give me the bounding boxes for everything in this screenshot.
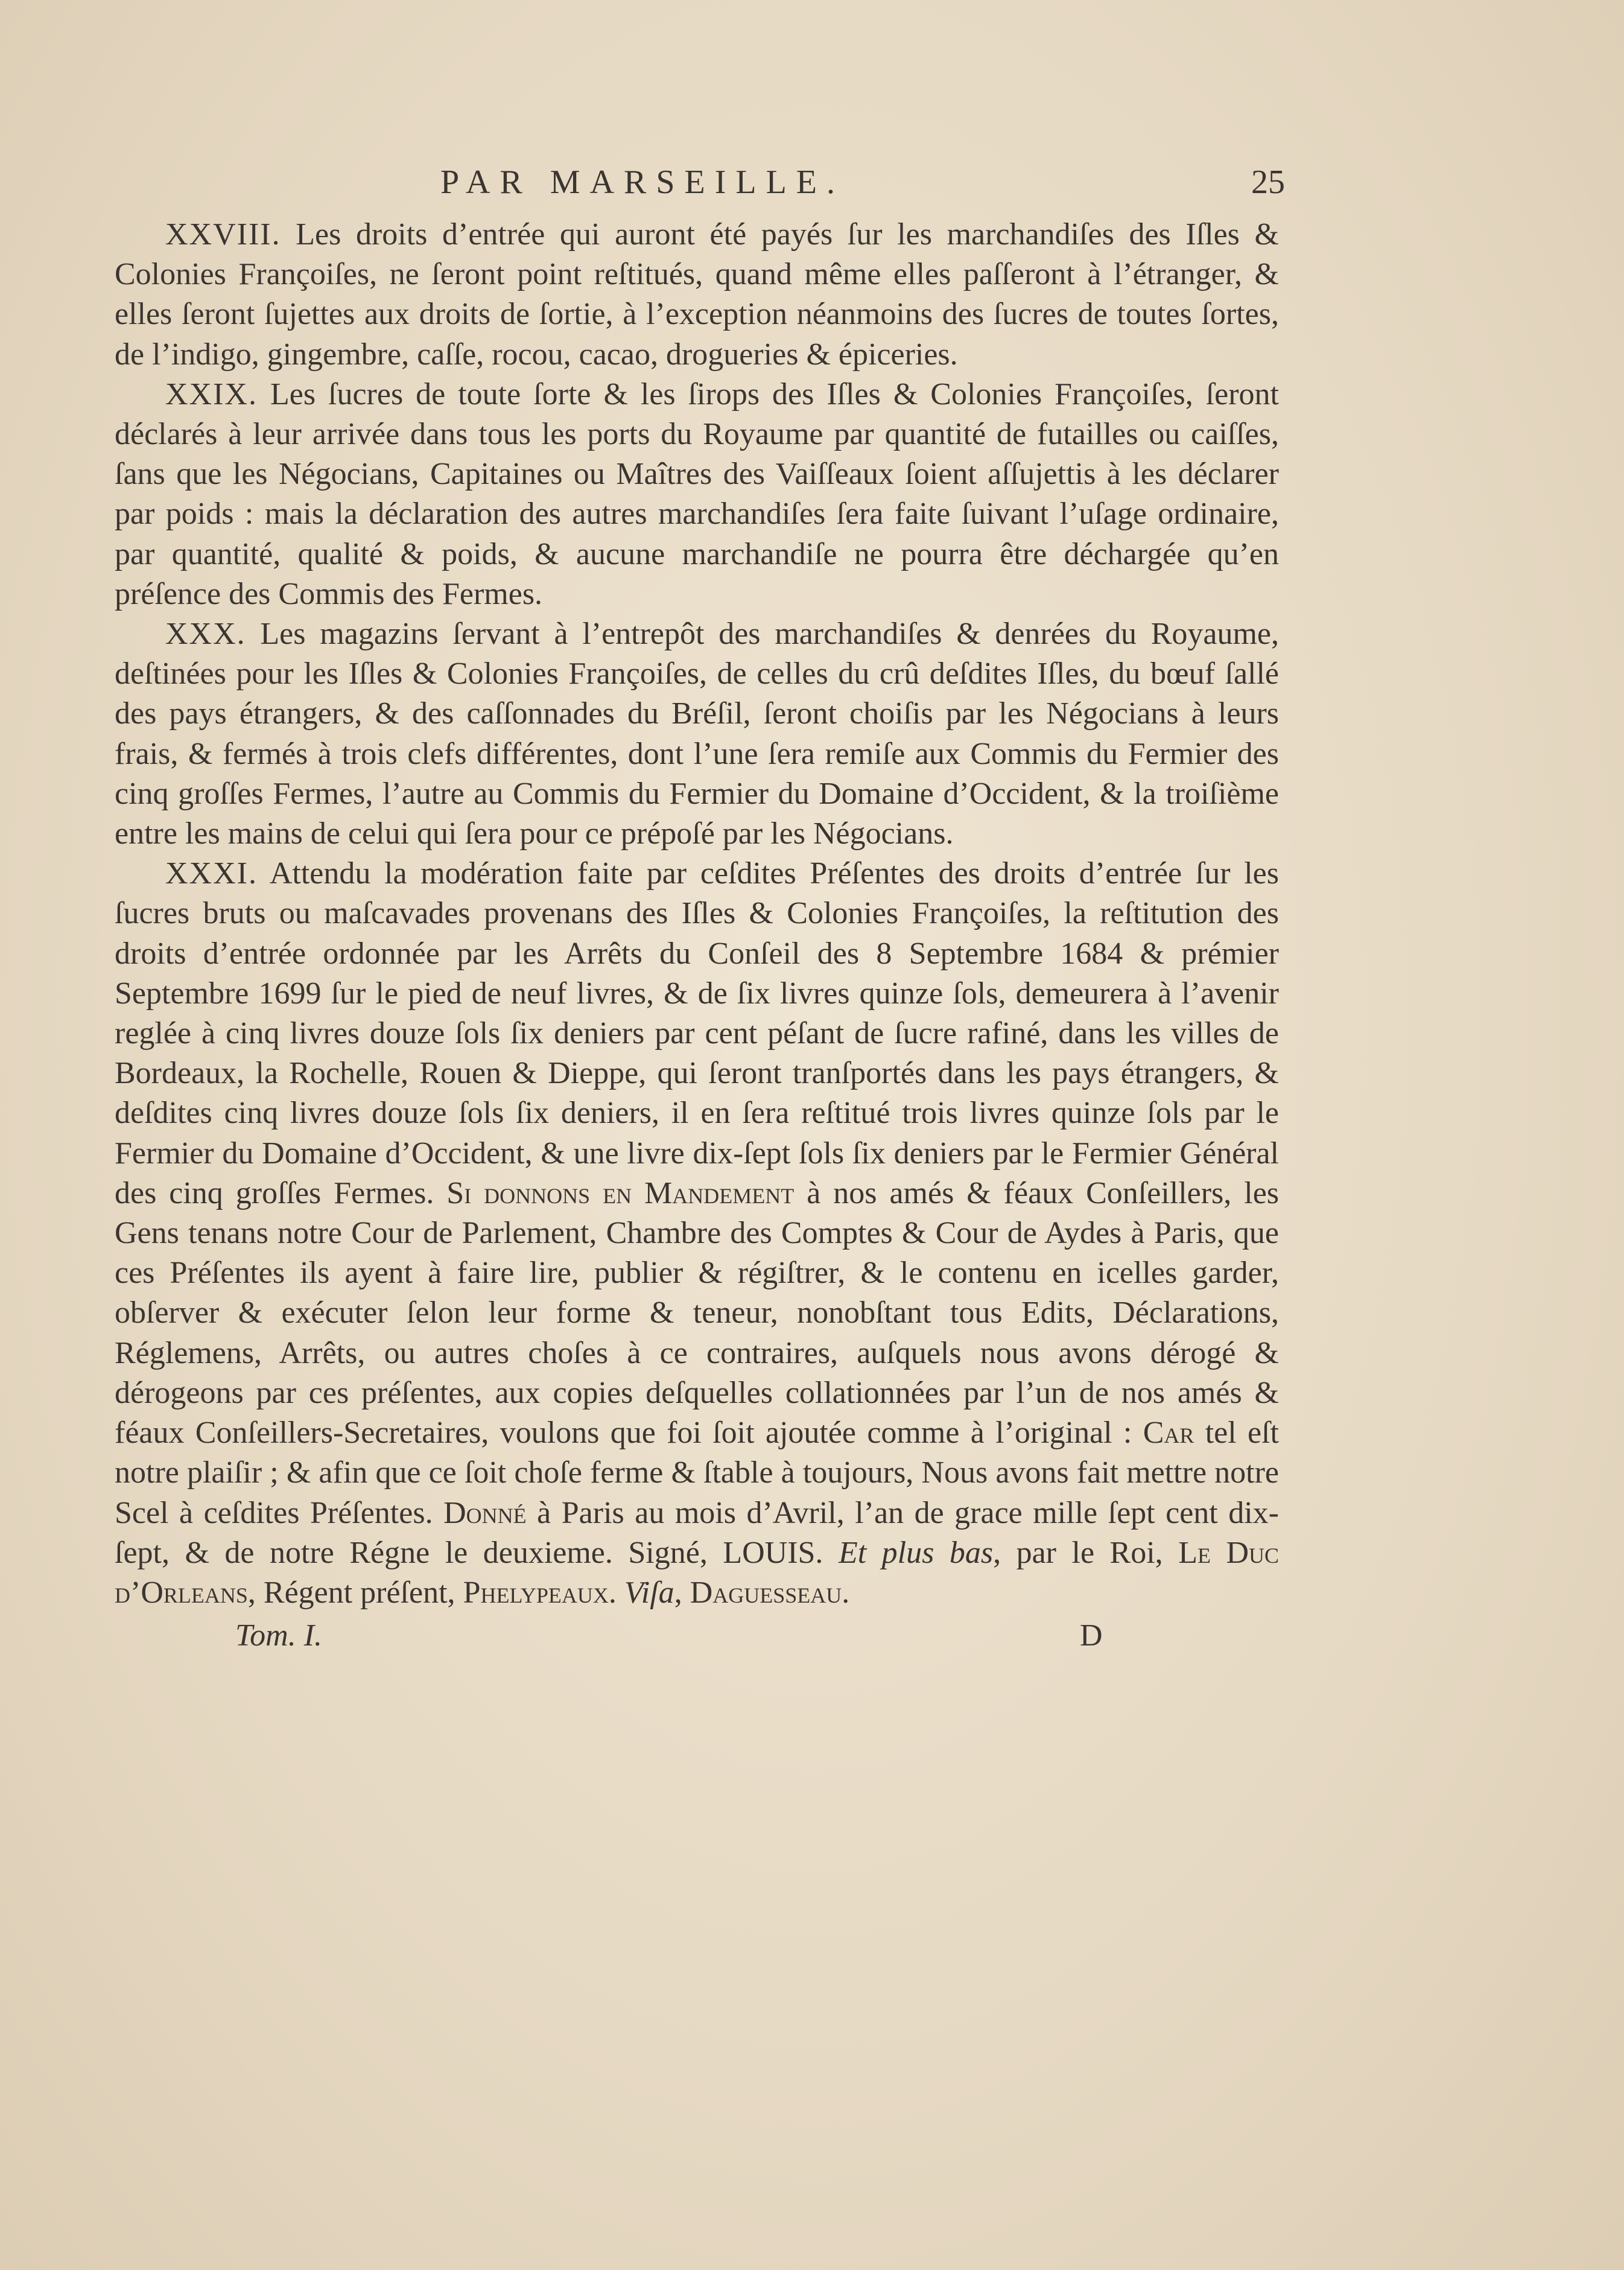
signatory-duc-orleans: Le Duc d’Orleans	[115, 1535, 1280, 1610]
page-footer	[115, 1618, 1279, 1660]
article-29	[115, 375, 1279, 614]
et-plus-bas: Et plus bas	[838, 1535, 994, 1570]
formula-car: Car	[1143, 1416, 1194, 1451]
article-28	[115, 215, 1279, 375]
formula-si-donnons: Si donnons en Mandement	[446, 1175, 795, 1210]
signatory-daguesseau: Daguesseau.	[690, 1575, 850, 1610]
page-number: 25	[1251, 164, 1285, 201]
article-number: XXIX.	[165, 377, 258, 412]
article-text: , Régent préſent,	[247, 1575, 455, 1610]
article-text: Les droits d’entrée qui auront été payés ſur les marchandiſes des Iſles & Colonies Françoiſes, ne ſeront point reſtitués, quand même elles paſſeront à l’étranger, & elles ſeront ſujettes aux droits de ſortie, à l’exception néanmoins des ſucres de toutes ſortes, de l’indigo, gingembre, caſſe, rocou, cacao, drogueries & épiceries.	[115, 217, 1279, 372]
article-text: , par le Roi,	[993, 1535, 1163, 1570]
signature-mark: D	[1080, 1618, 1103, 1653]
running-title: PAR MARSEILLE.	[440, 164, 845, 201]
article-text: tel eſt notre plaiſir ; & afin que ce ſoit choſe ferme & ſtable à toujours, Nous avons fait mettre notre Scel à ceſdites Préſentes.	[115, 1416, 1280, 1530]
article-number: XXXI.	[165, 856, 258, 891]
article-31	[115, 854, 1279, 1613]
visa: Viſa	[624, 1575, 674, 1610]
article-30	[115, 614, 1279, 854]
article-number: XXX.	[165, 617, 246, 652]
article-text: à Paris au mois d’Avril, l’an de grace mille ſept cent dix-ſept, & de notre Régne le deuxieme. Signé, LOUIS.	[115, 1495, 1279, 1570]
page-header	[115, 163, 1285, 215]
article-text: à nos amés & féaux Conſeillers, les Gens tenans notre Cour de Parlement, Chambre des Comptes & Cour de Aydes à Paris, que ces Préſentes ils ayent à faire lire, publier & régiſtrer, & le contenu en icelles garder, obſerver & exécuter ſelon leur forme & teneur, nonobſtant tous Edits, Déclarations, Réglemens, Arrêts, ou autres choſes à ce contraires, auſquels nous avons dérogé & dérogeons par ces préſentes, aux copies deſquelles collationnées par l’un de nos amés & féaux Conſeillers-Secretaires, voulons que foi ſoit ajoutée comme à l’original :	[115, 1175, 1280, 1451]
article-text: Attendu la modération faite par ceſdites Préſentes des droits d’entrée ſur les ſucres bruts ou maſcavades provenans des Iſles & Colonies Françoiſes, la reſtitution des droits d’entrée ordonnée par les Arrêts du Conſeil des 8 Septembre 1684 & prémier Septembre 1699 ſur le pied de neuf livres, & de ſix livres quinze ſols, demeurera à l’avenir reglée à cinq livres douze ſols ſix deniers par cent péſant de ſucre rafiné, dans les villes de Bordeaux, la Rochelle, Rouen & Dieppe, qui ſeront tranſportés dans les pays étrangers, & deſdites cinq livres douze ſols ſix deniers, il en ſera reſtitué trois livres quinze ſols par le Fermier du Domaine d’Occident, & une livre dix-ſept ſols ſix deniers par le Fermier Général des cinq groſſes Fermes.	[115, 856, 1279, 1210]
document-page	[115, 163, 1285, 1660]
article-number: XXVIII.	[165, 217, 281, 252]
article-text: Les magazins ſervant à l’entrepôt des marchandiſes & denrées du Royaume, deſtinées pour les Iſles & Colonies Françoiſes, de celles du crû deſdites Iſles, du bœuf ſallé des pays étrangers, & des caſſonnades du Bréſil, ſeront choiſis par les Négocians à leurs frais, & fermés à trois clefs différentes, dont l’une ſera remiſe aux Commis du Fermier des cinq groſſes Fermes, l’autre au Commis du Fermier du Domaine d’Occident, & la troiſième entre les mains de celui qui ſera pour ce prépoſé par les Négocians.	[115, 617, 1279, 851]
article-text: Les ſucres de toute ſorte & les ſirops des Iſles & Colonies Françoiſes, ſeront déclarés à leur arrivée dans tous les ports du Royaume par quantité de futailles ou caiſſes, ſans que les Négocians, Capitaines ou Maîtres des Vaiſſeaux ſoient aſſujettis à les déclarer par poids : mais la déclaration des autres marchandiſes ſera faite ſuivant l’uſage ordinaire, par quantité, qualité & poids, & aucune marchandiſe ne pourra être déchargée qu’en préſence des Commis des Fermes.	[115, 377, 1280, 611]
article-text: ,	[674, 1575, 682, 1610]
signatory-phelypeaux: Phelypeaux.	[463, 1575, 617, 1610]
formula-donne: Donné	[443, 1495, 527, 1530]
volume-mark: Tom. I.	[235, 1618, 323, 1653]
